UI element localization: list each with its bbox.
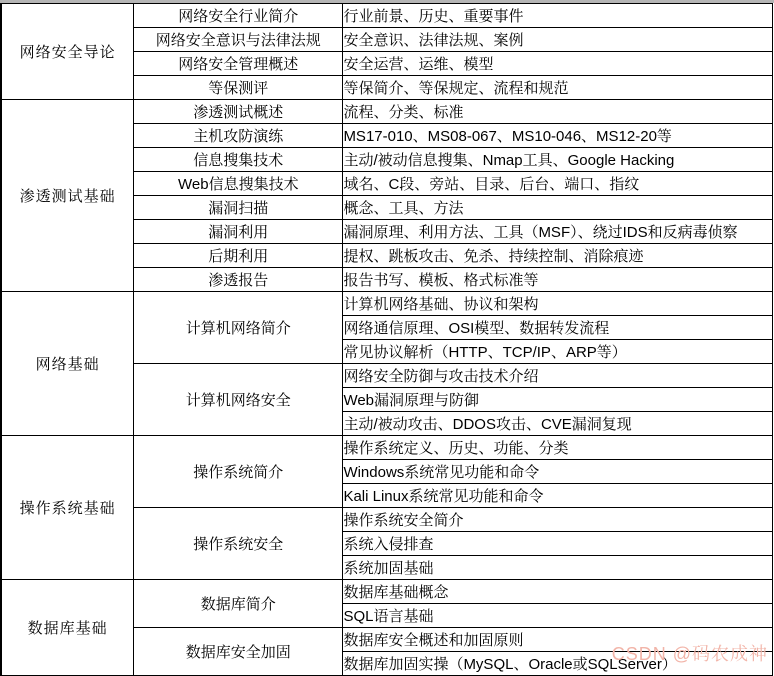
detail-cell: SQL语言基础	[343, 604, 773, 628]
category-cell: 操作系统基础	[1, 436, 134, 580]
detail-cell: 数据库基础概念	[343, 580, 773, 604]
detail-cell: Windows系统常见功能和命令	[343, 460, 773, 484]
category-cell: 网络安全导论	[1, 4, 134, 100]
detail-cell: 系统加固基础	[343, 556, 773, 580]
detail-cell: 等保简介、等保规定、流程和规范	[343, 76, 773, 100]
topic-cell: 等保测评	[134, 76, 343, 100]
table-row	[1, 436, 773, 460]
topic-cell: 操作系统安全	[134, 508, 343, 580]
detail-cell: 网络安全防御与攻击技术介绍	[343, 364, 773, 388]
category-cell: 数据库基础	[1, 580, 134, 676]
table-row	[1, 580, 773, 604]
detail-cell: 行业前景、历史、重要事件	[343, 4, 773, 28]
topic-cell: 网络安全管理概述	[134, 52, 343, 76]
detail-cell: 系统入侵排查	[343, 532, 773, 556]
topic-cell: 计算机网络安全	[134, 364, 343, 436]
detail-cell: 概念、工具、方法	[343, 196, 773, 220]
detail-cell: 安全运营、运维、模型	[343, 52, 773, 76]
topic-cell: 后期利用	[134, 244, 343, 268]
topic-cell: 网络安全意识与法律法规	[134, 28, 343, 52]
detail-cell: 漏洞原理、利用方法、工具（MSF）、绕过IDS和反病毒侦察	[343, 220, 773, 244]
detail-cell: 常见协议解析（HTTP、TCP/IP、ARP等）	[343, 340, 773, 364]
category-cell: 网络基础	[1, 292, 134, 436]
topic-cell: 操作系统简介	[134, 436, 343, 508]
topic-cell: 主机攻防演练	[134, 124, 343, 148]
detail-cell: 流程、分类、标准	[343, 100, 773, 124]
detail-cell: Web漏洞原理与防御	[343, 388, 773, 412]
table-row	[1, 4, 773, 28]
topic-cell: 计算机网络简介	[134, 292, 343, 364]
table-row	[1, 100, 773, 124]
detail-cell: 操作系统定义、历史、功能、分类	[343, 436, 773, 460]
topic-cell: Web信息搜集技术	[134, 172, 343, 196]
detail-cell: 数据库安全概述和加固原则	[343, 628, 773, 652]
topic-cell: 信息搜集技术	[134, 148, 343, 172]
topic-cell: 渗透测试概述	[134, 100, 343, 124]
topic-cell: 网络安全行业简介	[134, 4, 343, 28]
detail-cell: 报告书写、模板、格式标准等	[343, 268, 773, 292]
topic-cell: 渗透报告	[134, 268, 343, 292]
detail-cell: 主动/被动信息搜集、Nmap工具、Google Hacking	[343, 148, 773, 172]
detail-cell: 域名、C段、旁站、目录、后台、端口、指纹	[343, 172, 773, 196]
detail-cell: 主动/被动攻击、DDOS攻击、CVE漏洞复现	[343, 412, 773, 436]
detail-cell: 数据库加固实操（MySQL、Oracle或SQLServer）	[343, 652, 773, 676]
topic-cell: 漏洞扫描	[134, 196, 343, 220]
table-row	[1, 292, 773, 316]
detail-cell: 安全意识、法律法规、案例	[343, 28, 773, 52]
topic-cell: 漏洞利用	[134, 220, 343, 244]
category-cell: 渗透测试基础	[1, 100, 134, 292]
detail-cell: 计算机网络基础、协议和架构	[343, 292, 773, 316]
curriculum-table	[0, 3, 773, 676]
topic-cell: 数据库安全加固	[134, 628, 343, 676]
detail-cell: 操作系统安全简介	[343, 508, 773, 532]
detail-cell: 提权、跳板攻击、免杀、持续控制、消除痕迹	[343, 244, 773, 268]
detail-cell: 网络通信原理、OSI模型、数据转发流程	[343, 316, 773, 340]
topic-cell: 数据库简介	[134, 580, 343, 628]
csdn-watermark: CSDN @码农成神	[611, 644, 768, 664]
detail-cell: Kali Linux系统常见功能和命令	[343, 484, 773, 508]
detail-cell: MS17-010、MS08-067、MS10-046、MS12-20等	[343, 124, 773, 148]
